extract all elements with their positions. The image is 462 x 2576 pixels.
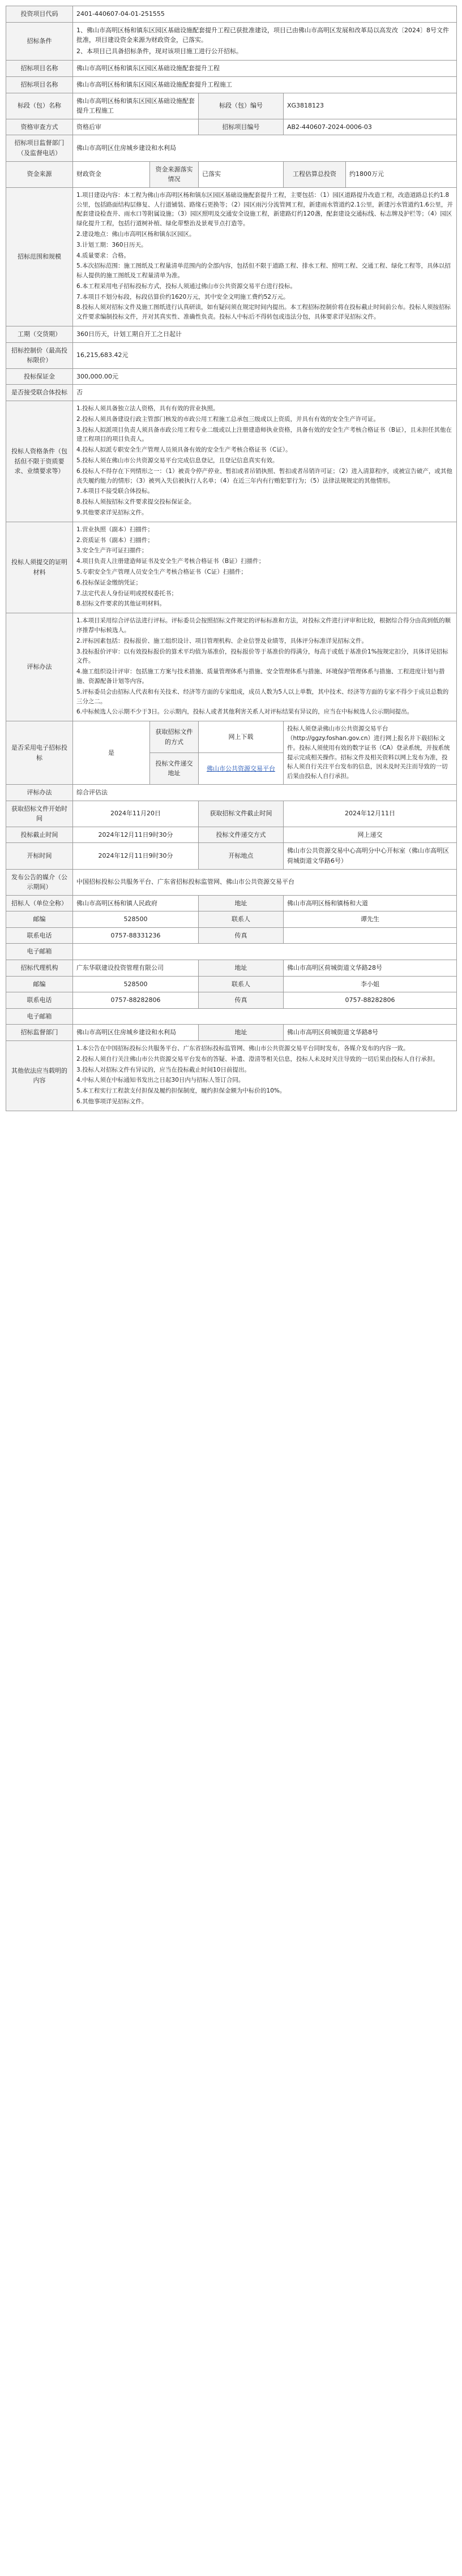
paragraph: 3.投标报价评审：以有效投标报价的算术平均值为基准价，投标报价等于基准价的得满分，每高于或低于基准价1%按规定扣分，具体详见招标文件。 xyxy=(76,648,448,665)
fund-status-label: 资金来源落实情况 xyxy=(150,161,199,187)
fund-status-value: 已落实 xyxy=(199,161,284,187)
row-agent-tel xyxy=(6,992,457,1009)
submit-address-link[interactable]: 佛山市公共资源交易平台 xyxy=(199,753,284,785)
electronic-note: 投标人须登录佛山市公共资源交易平台（http://ggzy.foshan.gov.cn）进行网上报名并下载招标文件。投标人须使用有效的数字证书（CA）登录系统，并按系统提示完成相关操作。招标文件及相关资料以网上发布为准，投标人须自行关注平台发布的信息，因未及时关注而导致的一切后果由投标人自行承担。 xyxy=(284,721,457,785)
agent-post-value: 528500 xyxy=(73,976,199,992)
doc-start-label: 获取招标文件开始时间 xyxy=(6,801,73,827)
project-number-label: 招标项目编号 xyxy=(199,119,284,135)
project-name-value: 佛山市高明区杨和镇东区园区基础设施配套提升工程 xyxy=(73,61,457,77)
section-label: 标段（包）名称 xyxy=(6,93,73,119)
paragraph: 2、本项目已具备招标条件，现对该项目施工进行公开招标。 xyxy=(76,47,242,55)
deadline-value: 2024年12月11日9时30分 xyxy=(73,827,199,843)
package-name-label: 招标项目名称 xyxy=(6,76,73,93)
paragraph: 2.资质证书（副本）扫描件； xyxy=(76,536,154,544)
tenderer-contact-label: 联系人 xyxy=(199,911,284,928)
fund-source-label: 资金来源 xyxy=(6,161,73,187)
qualification-exam-value: 资格后审 xyxy=(73,119,199,135)
agent-value: 广东华联建设投资管理有限公司 xyxy=(73,960,199,977)
paragraph: 3.投标人拟派项目负责人须具备市政公用工程专业二级或以上注册建造师执业资格，具备有效的安全生产考核合格证书（B证），且未担任其他在建工程项目的项目负责人。 xyxy=(76,426,452,443)
tenderer-addr-label: 地址 xyxy=(199,895,284,911)
agent-addr-value: 佛山市高明区荷城街道文华路28号 xyxy=(284,960,457,977)
tenderer-tel-label: 联系电话 xyxy=(6,927,73,944)
paragraph: 1.投标人须具备独立法人资格，具有有效的营业执照。 xyxy=(76,405,219,412)
row-other-notes xyxy=(6,1041,457,1111)
row-bid-conditions xyxy=(6,22,457,61)
paragraph: 6.投标人不得存在下列情形之一：（1）被责令停产停业、暂扣或者吊销执照、暂扣或者吊销许可证；（2）进入清算程序，或被宣告破产，或其他丧失履约能力的情形；（3）被列入失信被执行人名单；（4）在近三年内有行贿犯罪行为；（5）法律法规规定的其他情形。 xyxy=(76,467,452,484)
supervisor-dept-label: 招标监督部门 xyxy=(6,1025,73,1041)
agent-post-label: 邮编 xyxy=(6,976,73,992)
agent-email-value xyxy=(73,1008,457,1025)
method-label: 评标办法 xyxy=(6,784,73,801)
open-place-value: 佛山市公共资源交易中心高明分中心开标室（佛山市高明区荷城街道文华路6号） xyxy=(284,843,457,869)
paragraph: 1.本公告在中国招标投标公共服务平台、广东省招标投标监管网、佛山市公共资源交易平台同时发布，各媒介发布的内容一致。 xyxy=(76,1045,409,1052)
paragraph: 4.中标人须在中标通知书发出之日起30日内与招标人签订合同。 xyxy=(76,1077,245,1084)
supervisor-addr-value: 佛山市高明区荷城街道文华路8号 xyxy=(284,1025,457,1041)
paragraph: 5.投标人须在佛山市公共资源交易平台完成信息登记，且登记信息真实有效。 xyxy=(76,457,279,465)
tenderer-fax-label: 传真 xyxy=(199,927,284,944)
control-price-label: 招标控制价（最高投标限价） xyxy=(6,342,73,368)
package-name-value: 佛山市高明区杨和镇东区园区基础设施配套提升工程施工 xyxy=(73,76,457,93)
paragraph: 2.评标因素包括：投标报价、施工组织设计、项目管理机构、企业信誉及业绩等，具体评分标准详见招标文件。 xyxy=(76,637,368,644)
open-time-value: 2024年12月11日9时30分 xyxy=(73,843,199,869)
row-publish-media xyxy=(6,869,457,895)
submit-method-value: 网上递交 xyxy=(284,827,457,843)
paragraph: 3.安全生产许可证扫描件； xyxy=(76,547,148,554)
paragraph: 8.投标人须按招标文件要求提交投标保证金。 xyxy=(76,498,195,506)
tenderer-addr-value: 佛山市高明区杨和镇杨和大道 xyxy=(284,895,457,911)
tenderer-post-label: 邮编 xyxy=(6,911,73,928)
fund-source-value: 财政资金 xyxy=(73,161,150,187)
row-qualification-exam xyxy=(6,119,457,135)
agent-fax-value: 0757-88282806 xyxy=(284,992,457,1009)
row-package-name xyxy=(6,76,457,93)
paragraph: 5.专职安全生产管理人员安全生产考核合格证书（C证）扫描件； xyxy=(76,569,247,575)
joint-venture-label: 是否接受联合体投标 xyxy=(6,385,73,401)
paragraph: 2.建设地点：佛山市高明区杨和镇东区园区。 xyxy=(76,230,195,238)
paragraph: 1.项目建设内容：本工程为佛山市高明区杨和镇东区园区基础设施配套提升工程，主要包括：（1）园区道路提升改造工程，改造道路总长约1.8公里，包括路面结构层修复、人行道铺装、路缘石更换等；（2）园区雨污分流管网工程，新建雨水管道约2.1公里，新建污水管道约1.6公里，并配套建设检查井、雨水口等附属设施；（3）园区照明及交通安全设施工程，新建路灯约120盏，配套建设交通标线、标志牌及护栏等；（4）园区绿化提升工程，包括行道树补植、绿化带整治及景观节点打造等。 xyxy=(76,191,453,227)
row-agent-post xyxy=(6,976,457,992)
paragraph: 4.质量要求：合格。 xyxy=(76,252,130,259)
open-time-label: 开标时间 xyxy=(6,843,73,869)
evaluation-text xyxy=(73,613,457,721)
doc-mode-label: 获取招标文件的方式 xyxy=(150,721,199,753)
scope-text xyxy=(73,187,457,326)
project-code-value: 2401-440607-04-01-251555 xyxy=(73,6,457,23)
scope-label: 招标范围和规模 xyxy=(6,187,73,326)
publish-media-label: 发布公告的媒介（公示期间） xyxy=(6,869,73,895)
section-code-value: XG3818123 xyxy=(284,93,457,119)
tenderer-contact-value: 谭先生 xyxy=(284,911,457,928)
paragraph: 1.营业执照（副本）扫描件； xyxy=(76,526,154,533)
row-method xyxy=(6,784,457,801)
paragraph: 5.本工程实行工程款支付担保及履约担保制度，履约担保金额为中标价的10%。 xyxy=(76,1087,286,1095)
tenderer-post-value: 528500 xyxy=(73,911,199,928)
row-duration xyxy=(6,326,457,343)
row-proof-materials xyxy=(6,522,457,613)
paragraph: 7.本项目不接受联合体投标。 xyxy=(76,488,154,495)
row-tenderer xyxy=(6,895,457,911)
supervisor-addr-label: 地址 xyxy=(199,1025,284,1041)
paragraph: 3.投标人对招标文件有异议的，应当在投标截止时间10日前提出。 xyxy=(76,1066,250,1073)
submit-address-label: 投标文件递交地址 xyxy=(150,753,199,785)
budget-value: 约1800万元 xyxy=(346,161,457,187)
other-notes-label: 其他依法应当载明的内容 xyxy=(6,1041,73,1111)
announcement-table xyxy=(6,6,457,1111)
control-price-value: 16,215,683.42元 xyxy=(73,342,457,368)
paragraph: 4.投标人拟派专职安全生产管理人员须具备有效的安全生产考核合格证书（C证）。 xyxy=(76,446,292,454)
row-bid-bond xyxy=(6,368,457,385)
section-code-label: 标段（包）编号 xyxy=(199,93,284,119)
row-doc-time xyxy=(6,801,457,827)
submit-method-label: 投标文件递交方式 xyxy=(199,827,284,843)
deadline-label: 投标截止时间 xyxy=(6,827,73,843)
open-place-label: 开标地点 xyxy=(199,843,284,869)
row-tenderer-post xyxy=(6,911,457,928)
duration-label: 工期（交货期） xyxy=(6,326,73,343)
paragraph: 5.本次招标范围：施工图纸及工程量清单范围内的全部内容，包括但不限于道路工程、排水工程、照明工程、交通工程、绿化工程等，具体以招标人提供的施工图纸及工程量清单为准。 xyxy=(76,263,451,279)
row-deadline xyxy=(6,827,457,843)
supervisor-dept-value: 佛山市高明区住房城乡建设和水利局 xyxy=(73,1025,199,1041)
paragraph: 8.投标人须对招标文件及施工图纸进行认真研读，如有疑问须在规定时间内提出。本工程招标控制价将在投标截止时间前公布。投标人须按招标文件要求编制投标文件，并对其真实性、准确性负责。投标人中标后不得转包或违法分包，具体要求详见招标文件。 xyxy=(76,304,451,321)
row-agent xyxy=(6,960,457,977)
paragraph: 6.中标候选人公示期不少于3日。公示期内，投标人或者其他利害关系人对评标结果有异议的，应当在中标候选人公示期间提出。 xyxy=(76,708,413,716)
row-qualification xyxy=(6,401,457,522)
tender-announcement xyxy=(6,6,456,1111)
publish-media-value: 中国招标投标公共服务平台、广东省招标投标监管网、佛山市公共资源交易平台 xyxy=(73,869,457,895)
row-supervisor-dept xyxy=(6,1025,457,1041)
row-control-price xyxy=(6,342,457,368)
evaluation-label: 评标办法 xyxy=(6,613,73,721)
paragraph: 8.招标文件要求的其他证明材料。 xyxy=(76,600,166,608)
row-fund-source xyxy=(6,161,457,187)
paragraph: 6.投标保证金缴纳凭证； xyxy=(76,579,142,586)
tenderer-label: 招标人（单位全称） xyxy=(6,895,73,911)
qualification-text xyxy=(73,401,457,522)
row-tenderer-tel xyxy=(6,927,457,944)
doc-end-label: 获取招标文件截止时间 xyxy=(199,801,284,827)
project-code-label: 投资项目代码 xyxy=(6,6,73,23)
other-notes-text xyxy=(73,1041,457,1111)
duration-value: 360日历天，计划工期自开工之日起计 xyxy=(73,326,457,343)
paragraph: 4.项目负责人注册建造师证书及安全生产考核合格证书（B证）扫描件； xyxy=(76,558,265,565)
row-agent-email xyxy=(6,1008,457,1025)
row-joint-venture xyxy=(6,385,457,401)
row-supervision xyxy=(6,135,457,161)
tenderer-email-value xyxy=(73,944,457,960)
proof-materials-text xyxy=(73,522,457,613)
tenderer-email-label: 电子邮箱 xyxy=(6,944,73,960)
method-value: 综合评估法 xyxy=(73,784,457,801)
project-name-label: 招标项目名称 xyxy=(6,61,73,77)
row-scope xyxy=(6,187,457,326)
paragraph: 9.其他要求详见招标文件。 xyxy=(76,509,148,517)
joint-venture-value: 否 xyxy=(73,385,457,401)
tenderer-tel-value: 0757-88331236 xyxy=(73,927,199,944)
paragraph: 3.计划工期：360日历天。 xyxy=(76,241,147,248)
doc-mode-value: 网上下载 xyxy=(199,721,284,753)
budget-label: 工程估算总投资 xyxy=(284,161,346,187)
doc-start-value: 2024年11月20日 xyxy=(73,801,199,827)
paragraph: 4.施工组织设计评审：包括施工方案与技术措施、质量管理体系与措施、安全管理体系与措施、环境保护管理体系与措施、工程进度计划与措施、资源配备计划等内容。 xyxy=(76,668,445,685)
agent-addr-label: 地址 xyxy=(199,960,284,977)
section-value: 佛山市高明区杨和镇东区园区基础设施配套提升工程施工 xyxy=(73,93,199,119)
agent-tel-label: 联系电话 xyxy=(6,992,73,1009)
proof-materials-label: 投标人须提交的证明材料 xyxy=(6,522,73,613)
supervision-value: 佛山市高明区住房城乡建设和水利局 xyxy=(73,135,457,161)
bid-bond-label: 投标保证金 xyxy=(6,368,73,385)
tenderer-value: 佛山市高明区杨和镇人民政府 xyxy=(73,895,199,911)
paragraph: 6.本工程采用电子招标投标方式，投标人须通过佛山市公共资源交易平台进行投标。 xyxy=(76,282,297,290)
qualification-exam-label: 资格审查方式 xyxy=(6,119,73,135)
paragraph: 7.法定代表人身份证明或授权委托书； xyxy=(76,590,178,597)
project-number-value: AB2-440607-2024-0006-03 xyxy=(284,119,457,135)
qualification-label: 投标人资格条件（包括但不限于资质要求、业绩要求等） xyxy=(6,401,73,522)
electronic-label: 是否采用电子招标投标 xyxy=(6,721,73,785)
doc-end-value: 2024年12月11日 xyxy=(284,801,457,827)
row-electronic xyxy=(6,721,457,753)
paragraph: 1、佛山市高明区杨和镇东区园区基础设施配套提升工程已获批准建设，项目已由佛山市高明区发展和改革局以高发改〔2024〕8号文件批准，项目建设资金来源为财政资金，已落实。 xyxy=(76,26,449,44)
paragraph: 6.其他事项详见招标文件。 xyxy=(76,1098,148,1106)
row-open xyxy=(6,843,457,869)
row-section xyxy=(6,93,457,119)
bid-conditions-text xyxy=(73,22,457,61)
agent-email-label: 电子邮箱 xyxy=(6,1008,73,1025)
supervision-label: 招标项目监督部门（及监督电话） xyxy=(6,135,73,161)
row-project-name xyxy=(6,61,457,77)
paragraph: 1.本项目采用综合评估法进行评标。评标委员会按照招标文件规定的评标标准和方法，对投标文件进行评审和比较，根据综合得分由高到低的顺序推荐中标候选人。 xyxy=(76,617,451,634)
electronic-value: 是 xyxy=(73,721,150,785)
agent-contact-value: 李小姐 xyxy=(284,976,457,992)
agent-label: 招标代理机构 xyxy=(6,960,73,977)
agent-fax-label: 传真 xyxy=(199,992,284,1009)
paragraph: 7.本项目不划分标段，标段估算价约1620万元，其中安全文明施工费约52万元。 xyxy=(76,293,289,300)
agent-tel-value: 0757-88282806 xyxy=(73,992,199,1009)
bid-bond-value: 300,000.00元 xyxy=(73,368,457,385)
paragraph: 5.评标委员会由招标人代表和有关技术、经济等方面的专家组成，成员人数为5人以上单数，其中技术、经济等方面的专家不得少于成员总数的三分之二。 xyxy=(76,688,449,705)
row-project-code xyxy=(6,6,457,23)
paragraph: 2.投标人须具备建设行政主管部门核发的市政公用工程施工总承包三级或以上资质，并具有有效的安全生产许可证。 xyxy=(76,415,380,423)
row-tenderer-email xyxy=(6,944,457,960)
paragraph: 2.投标人须自行关注佛山市公共资源交易平台发布的答疑、补遗、澄清等相关信息，投标人未及时关注导致的一切后果由投标人自行承担。 xyxy=(76,1055,439,1063)
tenderer-fax-value xyxy=(284,927,457,944)
agent-contact-label: 联系人 xyxy=(199,976,284,992)
row-evaluation xyxy=(6,613,457,721)
bid-conditions-label: 招标条件 xyxy=(6,22,73,61)
